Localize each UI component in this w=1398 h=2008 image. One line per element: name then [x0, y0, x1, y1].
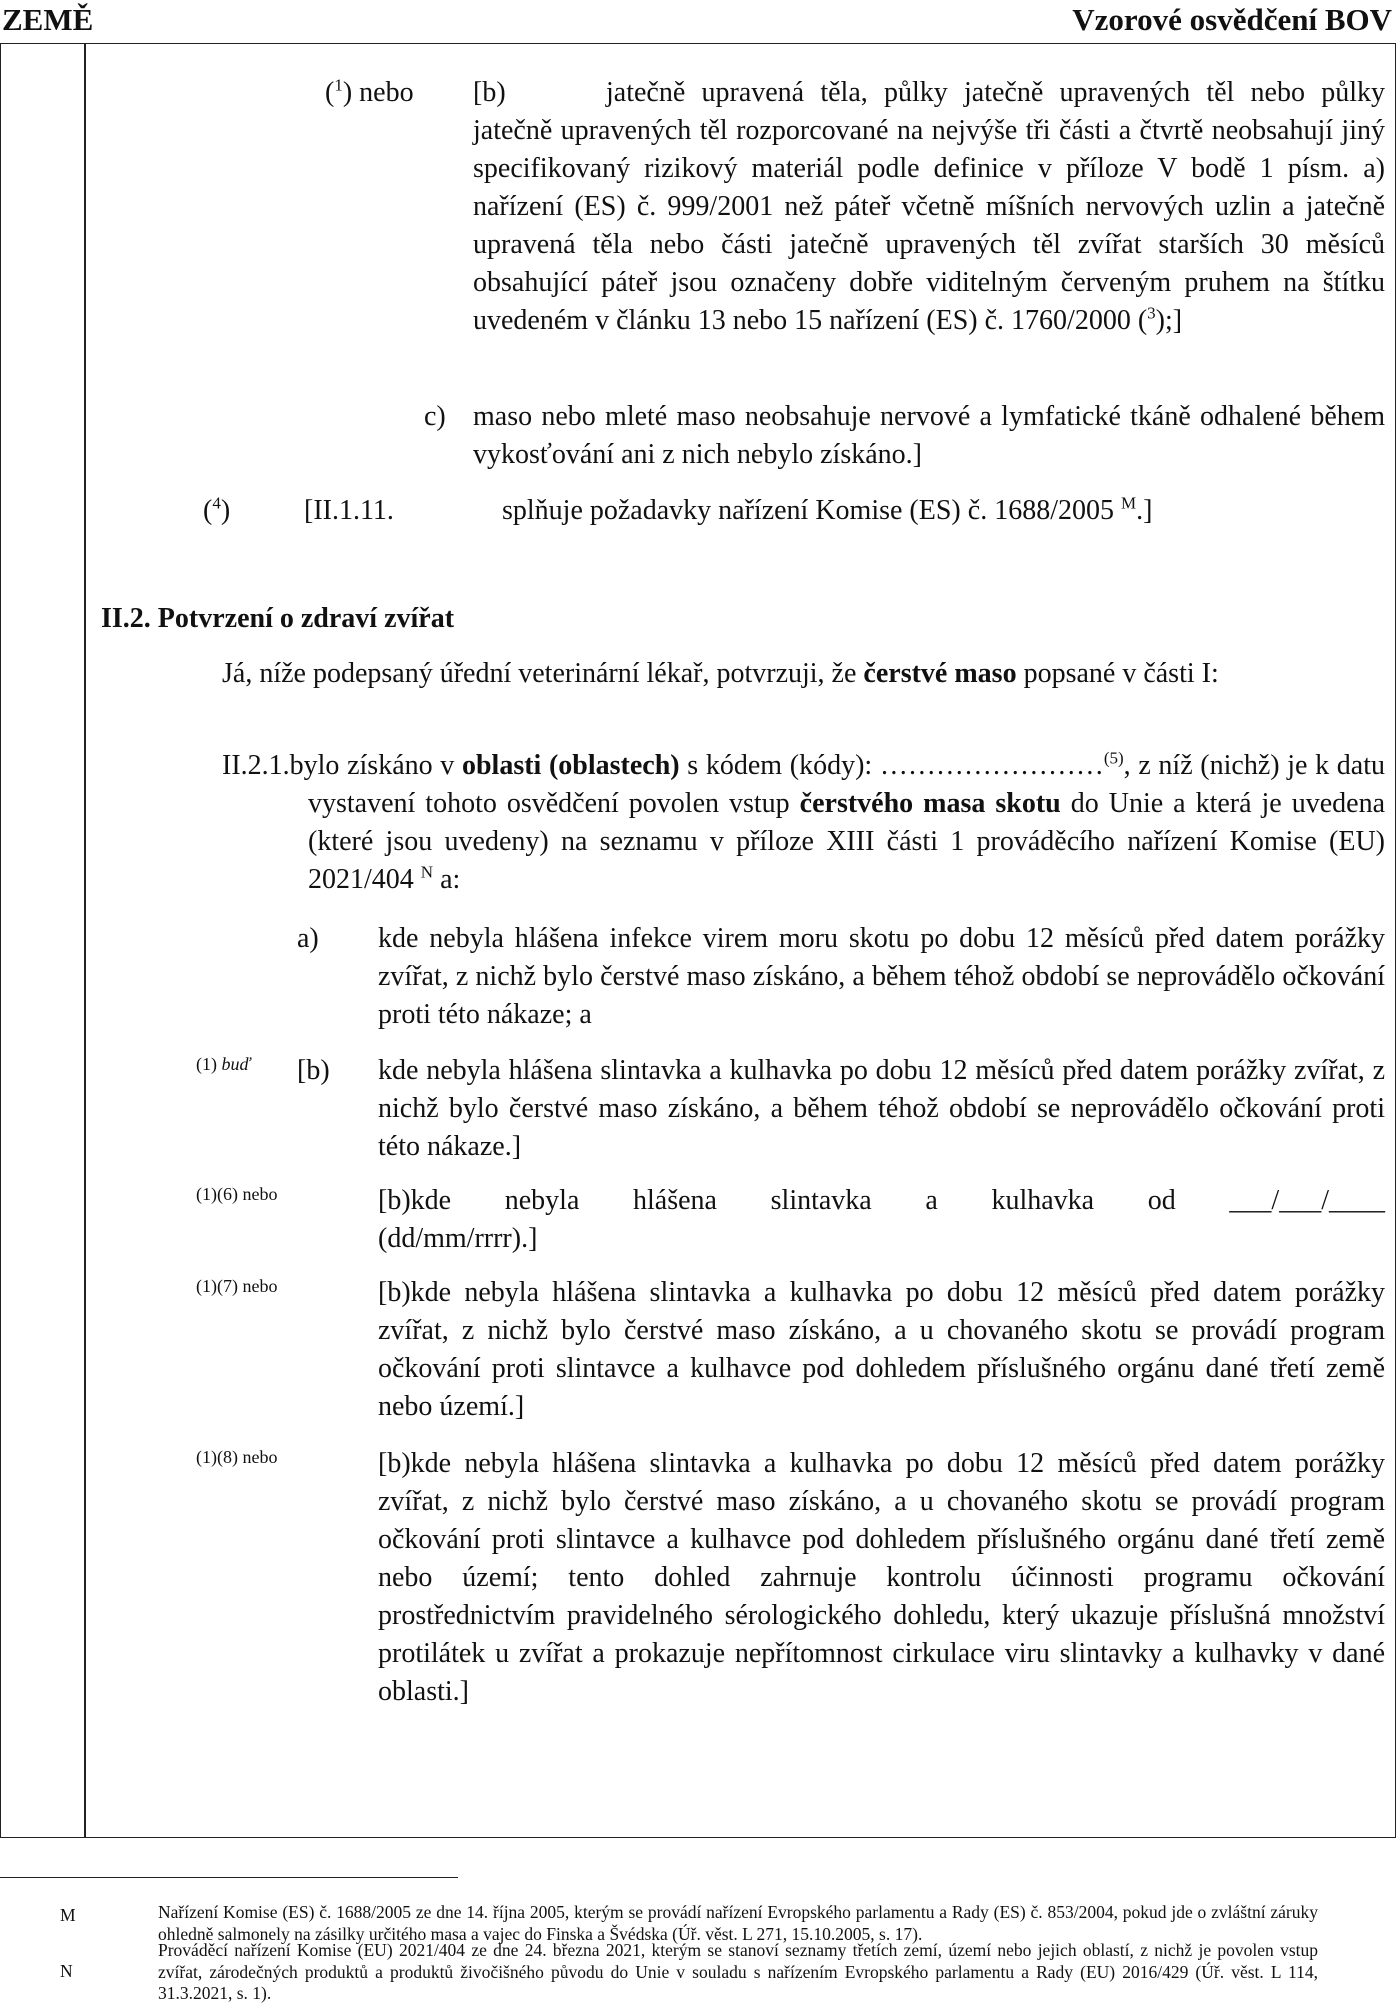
item-b1-label: [b) — [297, 1055, 330, 1086]
item-b1-text: kde nebyla hlášena slintavka a kulhavka po dobu 12 měsíců před datem porážky zvířat, z nichž bylo čerstvé maso získáno, a během téhož období se neprovádělo očkování proti této nákaze.] — [378, 1055, 1385, 1162]
section-ii2-title: II.2. Potvrzení o zdraví zvířat — [101, 603, 455, 634]
footnote-m-text: Nařízení Komise (ES) č. 1688/2005 ze dne 14. října 2005, kterým se provádí nařízení Evropského parlamentu a Rady (ES) č. 853/2004, pokud jde o zvláštní záruky ohledně salmonely na zásilky určitého masa a vajec do Finska a Švédska (Úř. věst. L 271, 15.10.2005, s. 17). — [158, 1902, 1318, 1944]
footnote-n-mark: N — [60, 1961, 73, 1981]
header-country: ZEMĚ — [2, 2, 94, 37]
ii111-number: [II.1.11. — [304, 495, 394, 526]
header-certificate-title: Vzorové osvědčení BOV — [1072, 2, 1392, 37]
section-ii2-intro: Já, níže podepsaný úřední veterinární lékař, potvrzuji, že čerstvé maso popsané v části I: — [222, 658, 1219, 689]
block-c-label: c) — [424, 401, 446, 432]
block1-label: [b) — [473, 77, 506, 108]
footnote-n-text: Prováděcí nařízení Komise (EU) 2021/404 ze dne 24. března 2021, kterým se stanoví seznamy třetích zemí, území nebo jejich oblastí, z nichž je povolen vstup zvířat, zárodečných produktů a produktů živočišného původu do Unie v souladu s nařízením Evropského parlamentu a Rady (EU) 2016/429 (Úř. věst. L 114, 31.3.2021, s. 1). — [158, 1940, 1318, 2003]
item-b3-text: [b)kde nebyla hlášena slintavka a kulhavka po dobu 12 měsíců před datem porážky zvířat, z nichž bylo čerstvé maso získáno, a u chovaného skotu se provádí program očkování proti slintavce a kulhavce pod dohledem příslušného orgánu dané třetí země nebo území.] — [378, 1277, 1385, 1422]
item-b4-marker: (1)(8) nebo — [196, 1447, 278, 1467]
item-b2-line1: [b)kde nebyla hlášena slintavka a kulhavka od ___/___/____ — [378, 1185, 1385, 1216]
point-ii21: II.2.1.bylo získáno v oblasti (oblastech) s kódem (kódy): ……………………$^{(5)}$, z níž (nichž) je k datu vystavení tohoto osvědčení povolen vstup čerstvého masa skotu do Unie a která je uvedena (které jsou uvedeny) na seznamu v příloze XIII části 1 prováděcího nařízení Komise (EU) 2021/404 $^N$ a: — [222, 748, 1386, 895]
block1-text: jatečně upravená těla, půlky jatečně upravených těl nebo půlky jatečně upravených těl rozporcované na nejvýše tři části a čtvrtě neobsahují jiný specifikovaný rizikový materiál podle definice v příloze V bodě 1 písm. a) nařízení (ES) č. 999/2001 než páteř včetně míšních nervových uzlin a jatečně upravená těla nebo části jatečně upravených těl zvířat starších 30 měsíců obsahující páteř jsou označeny dobře viditelným červeným pruhem na štítku uvedeném v článku 13 nebo 15 nařízení (ES) č. 1760/2000 ($^3$);] — [473, 77, 1385, 336]
footnote-m-mark: M — [60, 1905, 76, 1925]
ii111-text: splňuje požadavky nařízení Komise (ES) č. 1688/2005 $^M$.] — [502, 493, 1153, 526]
block1-marker: ($^1$) nebo — [325, 75, 414, 108]
item-a-text: kde nebyla hlášena infekce virem moru skotu po dobu 12 měsíců před datem porážky zvířat, z nichž bylo čerstvé maso získáno, a během téhož období se neprovádělo očkování proti této nákaze; a — [378, 923, 1385, 1030]
item-b2-marker: (1)(6) nebo — [196, 1184, 278, 1204]
item-b1-marker: (1) buď — [196, 1054, 251, 1074]
left-column-divider — [84, 43, 86, 1838]
ii111-marker: ($^4$) — [203, 493, 231, 526]
footnote-rule — [0, 1877, 458, 1878]
item-b3-marker: (1)(7) nebo — [196, 1276, 278, 1296]
item-a-label: a) — [297, 923, 319, 954]
item-b2-line2: (dd/mm/rrrr).] — [378, 1223, 538, 1254]
block-c-text: maso nebo mleté maso neobsahuje nervové a lymfatické tkáně odhalené během vykosťování ani z nich nebylo získáno.] — [473, 401, 1385, 470]
item-b4-text: [b)kde nebyla hlášena slintavka a kulhavka po dobu 12 měsíců před datem porážky zvířat, z nichž bylo čerstvé maso získáno, a u chovaného skotu se provádí program očkování proti slintavce a kulhavce pod dohledem příslušného orgánu dané třetí země nebo území; tento dohled zahrnuje kontrolu účinnosti programu očkování prostřednictvím pravidelného sérologického dohledu, který ukazuje příslušná množství protilátek u zvířat a prokazuje nepřítomnost cirkulace viru slintavky a kulhavky v dané oblasti.] — [378, 1448, 1385, 1707]
